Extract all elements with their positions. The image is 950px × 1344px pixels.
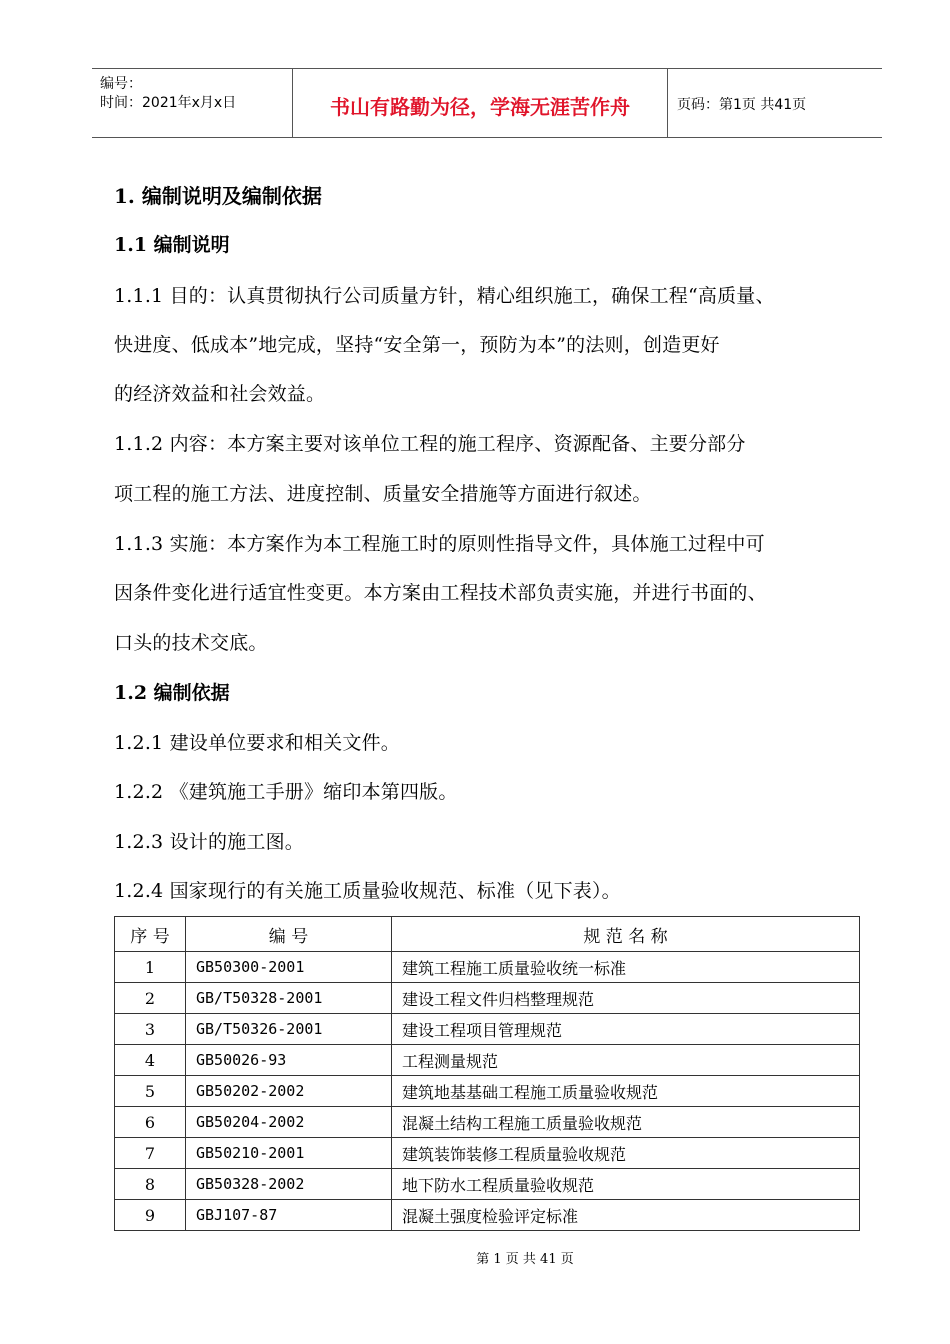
header-meta-cell [92, 69, 292, 137]
page-header [92, 68, 882, 138]
paragraph-line: 1.2.4 国家现行的有关施工质量验收规范、标准（见下表）。 [114, 880, 621, 902]
cell-seq: 7 [115, 1138, 186, 1169]
table-header-row [115, 917, 860, 952]
cell-code: GB50210-2001 [186, 1138, 392, 1169]
table-row [115, 952, 860, 983]
cell-name: 工程测量规范 [392, 1045, 860, 1076]
cell-name: 建筑工程施工质量验收统一标准 [392, 952, 860, 983]
paragraph-line: 快进度、低成本”地完成，坚持“安全第一，预防为本”的法则，创造更好 [114, 334, 720, 356]
cell-code: GB50204-2002 [186, 1107, 392, 1138]
cell-name: 建设工程项目管理规范 [392, 1014, 860, 1045]
paragraph-line: 因条件变化进行适宜性变更。本方案由工程技术部负责实施，并进行书面的、 [114, 582, 767, 604]
paragraph-line: 1.1.2 内容：本方案主要对该单位工程的施工程序、资源配备、主要分部分 [114, 433, 746, 455]
cell-seq: 3 [115, 1014, 186, 1045]
standards-table [114, 916, 860, 1231]
table-row [115, 1138, 860, 1169]
paragraph-line: 口头的技术交底。 [114, 632, 268, 654]
cell-name: 建筑地基基础工程施工质量验收规范 [392, 1076, 860, 1107]
cell-name: 混凝土结构工程施工质量验收规范 [392, 1107, 860, 1138]
table-row [115, 983, 860, 1014]
section-1-2-title: 1.2 编制依据 [114, 682, 230, 704]
table-row [115, 1200, 860, 1231]
table-row [115, 1076, 860, 1107]
cell-code: GB/T50326-2001 [186, 1014, 392, 1045]
cell-name: 建筑装饰装修工程质量验收规范 [392, 1138, 860, 1169]
table-row [115, 1169, 860, 1200]
paragraph-line: 1.2.1 建设单位要求和相关文件。 [114, 732, 400, 754]
cell-code: GB50328-2002 [186, 1169, 392, 1200]
page-footer: 第 1 页 共 41 页 [476, 1252, 574, 1267]
paragraph-line: 1.1.3 实施：本方案作为本工程施工时的原则性指导文件，具体施工过程中可 [114, 533, 765, 555]
paragraph-line: 1.2.2 《建筑施工手册》缩印本第四版。 [114, 781, 458, 803]
table-row [115, 1014, 860, 1045]
header-page-cell [667, 69, 882, 137]
cell-seq: 9 [115, 1200, 186, 1231]
time-label: 时间：2021年x月x日 [100, 95, 237, 111]
header-motto-cell [292, 69, 668, 137]
cell-seq: 6 [115, 1107, 186, 1138]
cell-code: GB50202-2002 [186, 1076, 392, 1107]
cell-code: GBJ107-87 [186, 1200, 392, 1231]
cell-seq: 1 [115, 952, 186, 983]
cell-code: GB/T50328-2001 [186, 983, 392, 1014]
paragraph-line: 1.1.1 目的：认真贯彻执行公司质量方针，精心组织施工，确保工程“高质量、 [114, 285, 775, 307]
cell-seq: 8 [115, 1169, 186, 1200]
header-name: 规 范 名 称 [392, 917, 860, 952]
section-1-1-title: 1.1 编制说明 [114, 234, 230, 256]
paragraph-line: 项工程的施工方法、进度控制、质量安全措施等方面进行叙述。 [114, 483, 652, 505]
table-row [115, 1045, 860, 1076]
cell-name: 地下防水工程质量验收规范 [392, 1169, 860, 1200]
header-code: 编 号 [186, 917, 392, 952]
paragraph-line: 1.2.3 设计的施工图。 [114, 831, 304, 853]
cell-seq: 4 [115, 1045, 186, 1076]
cell-name: 混凝土强度检验评定标准 [392, 1200, 860, 1231]
cell-seq: 2 [115, 983, 186, 1014]
code-label: 编号： [100, 76, 142, 92]
motto-text: 书山有路勤为径，学海无涯苦作舟 [330, 95, 630, 119]
table-row [115, 1107, 860, 1138]
header-seq: 序 号 [115, 917, 186, 952]
paragraph-line: 的经济效益和社会效益。 [114, 383, 326, 405]
cell-seq: 5 [115, 1076, 186, 1107]
page-label: 页码：第1页 共41页 [677, 97, 807, 113]
heading-1: 1. 编制说明及编制依据 [114, 184, 322, 208]
cell-name: 建设工程文件归档整理规范 [392, 983, 860, 1014]
cell-code: GB50026-93 [186, 1045, 392, 1076]
cell-code: GB50300-2001 [186, 952, 392, 983]
